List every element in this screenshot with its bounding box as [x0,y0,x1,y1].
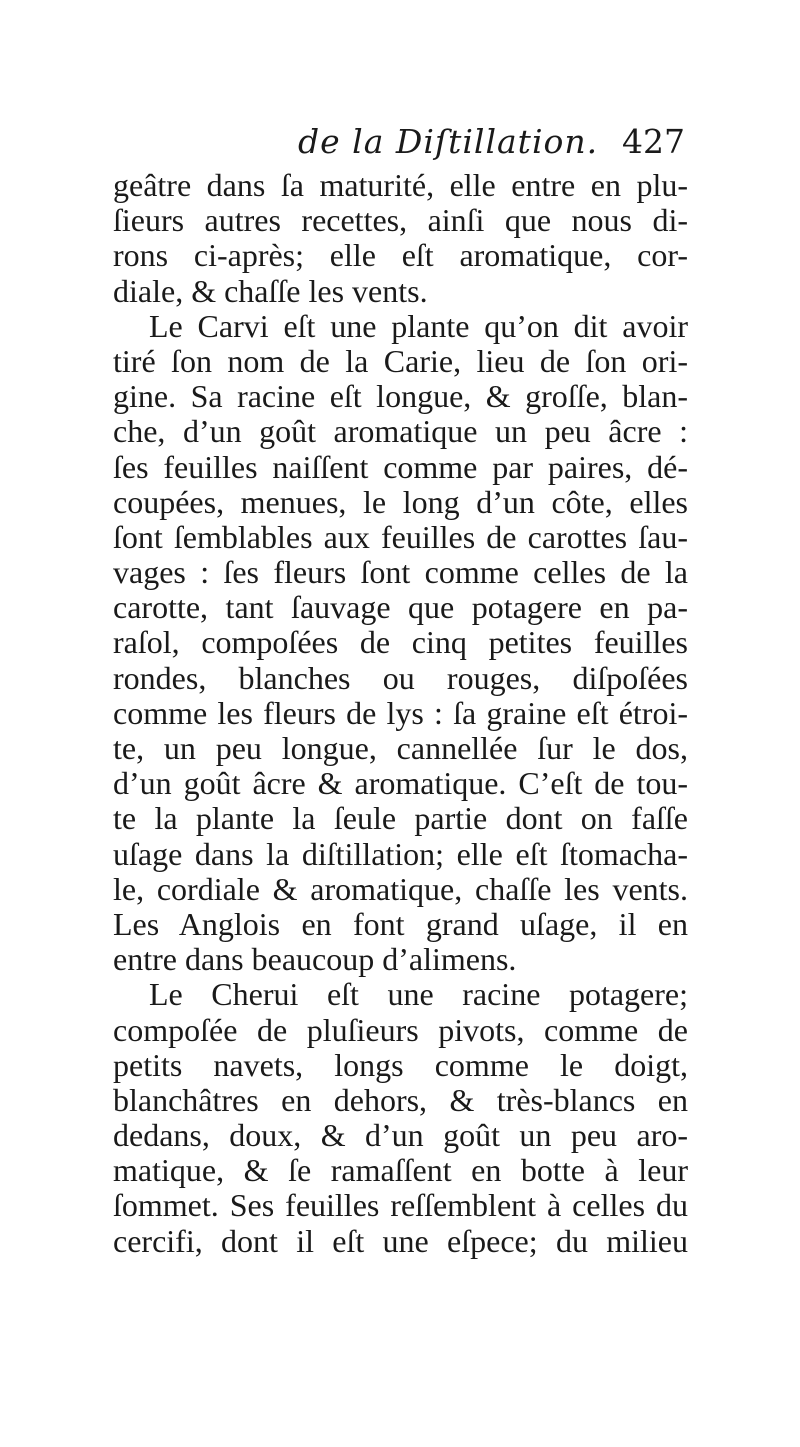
running-title: de la Diſtillation. [298,122,599,161]
text-line: Le Cherui eſt une racine potagere; [149,976,688,1013]
text-line: entre dans beaucoup d’alimens. [113,941,517,978]
text-line: rons ci-après; elle eſt aromatique, cor- [113,237,688,274]
text-line: Le Carvi eſt une plante qu’on dit avoir [149,307,688,344]
text-line: gine. Sa racine eſt longue, & groſſe, blan- [113,378,688,415]
text-line: carotte, tant ſauvage que potagere en pa- [113,589,688,626]
text-line: ſommet. Ses feuilles reſſemblent à celles du [113,1187,688,1224]
text-line: rondes, blanches ou rouges, diſpoſées [113,659,688,696]
text-line: matique, & ſe ramaſſent en botte à leur [113,1152,688,1189]
text-line: te, un peu longue, cannellée ſur le dos, [113,730,688,766]
text-line: d’un goût âcre & aromatique. C’eſt de tou- [113,765,688,802]
text-line: ſont ſemblables aux feuilles de carottes ſau- [113,518,688,555]
text-line: le, cordiale & aromatique, chaſſe les vents. [113,870,688,907]
text-line: ſieurs autres recettes, ainſi que nous di- [113,202,688,239]
text-line: geâtre dans ſa maturité, elle entre en plu- [113,167,688,203]
text-line: ſes feuilles naiſſent comme par paires, dé- [113,448,688,485]
text-line: blanchâtres en dehors, & très-blancs en [113,1081,688,1118]
text-line: che, d’un goût aromatique un peu âcre : [113,413,688,450]
text-line: te la plante la ſeule partie dont on faſſe [113,800,688,837]
body-text [113,168,688,1259]
text-line: tiré ſon nom de la Carie, lieu de ſon ori- [113,342,688,379]
text-line: raſol, compoſées de cinq petites feuilles [113,624,688,661]
page-number: 427 [622,122,685,161]
text-line: compoſée de pluſieurs pivots, comme de [113,1011,688,1048]
text-line: dedans, doux, & d’un goût un peu aro- [113,1117,688,1154]
text-line: diale, & chaſſe les vents. [113,272,428,309]
text-line: comme les fleurs de lys : ſa graine eſt étroi- [113,694,688,731]
text-line: petits navets, longs comme le doigt, [113,1046,688,1083]
text-line: vages : ſes fleurs ſont comme celles de la [113,554,688,591]
text-line: uſage dans la diſtillation; elle eſt ſtomacha- [113,835,688,872]
text-line: cercifi, dont il eſt une eſpece; du milieu [113,1222,688,1259]
text-line: coupées, menues, le long d’un côte, elles [113,483,688,520]
text-line: Les Anglois en font grand uſage, il en [113,905,688,942]
